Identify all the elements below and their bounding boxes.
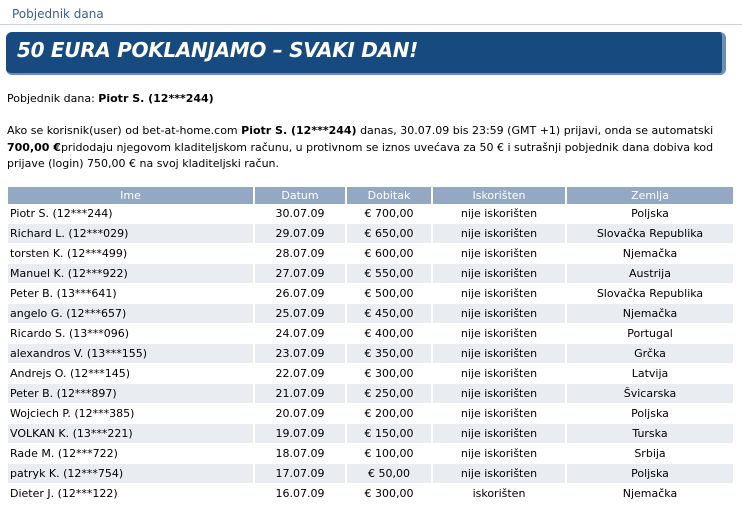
amount-cell: € 700,00 [346, 204, 432, 224]
amount-cell: € 200,00 [346, 404, 432, 424]
amount-cell: € 150,00 [346, 424, 432, 444]
column-header-name: Ime [8, 187, 254, 204]
date-cell: 21.07.09 [254, 384, 346, 404]
table-row [8, 364, 734, 384]
country-cell: Latvija [566, 364, 734, 384]
status-cell: nije iskorišten [432, 324, 566, 344]
amount-cell: € 600,00 [346, 244, 432, 264]
promo-banner [6, 32, 726, 75]
status-cell: nije iskorišten [432, 264, 566, 284]
winner-name-cell: Dieter J. (12***122) [8, 484, 254, 504]
column-header-date: Datum [254, 187, 346, 204]
date-cell: 20.07.09 [254, 404, 346, 424]
column-header-amount: Dobitak [346, 187, 432, 204]
status-cell: nije iskorišten [432, 424, 566, 444]
table-row [8, 224, 734, 244]
winner-name-cell: torsten K. (12***499) [8, 244, 254, 264]
winner-name-cell: Richard L. (12***029) [8, 224, 254, 244]
amount-cell: € 400,00 [346, 324, 432, 344]
country-cell: Poljska [566, 204, 734, 224]
country-cell: Turska [566, 424, 734, 444]
table-row [8, 424, 734, 444]
table-row [8, 204, 734, 224]
country-cell: Srbija [566, 444, 734, 464]
winners-table [8, 187, 735, 504]
winner-name-cell: angelo G. (12***657) [8, 304, 254, 324]
table-header-row [8, 187, 734, 204]
winners-table-body [8, 204, 734, 504]
country-cell: Austrija [566, 264, 734, 284]
date-cell: 28.07.09 [254, 244, 346, 264]
country-cell: Njemačka [566, 244, 734, 264]
status-cell: nije iskorišten [432, 444, 566, 464]
amount-cell: € 500,00 [346, 284, 432, 304]
winner-name-cell: Peter B. (13***641) [8, 284, 254, 304]
winner-name-cell: Peter B. (12***897) [8, 384, 254, 404]
info-amount: 700,00 € [7, 140, 61, 154]
table-row [8, 404, 734, 424]
amount-cell: € 50,00 [346, 464, 432, 484]
winner-name-cell: patryk K. (12***754) [8, 464, 254, 484]
table-row [8, 444, 734, 464]
country-cell: Portugal [566, 324, 734, 344]
date-cell: 24.07.09 [254, 324, 346, 344]
winner-name: Piotr S. (12***244) [98, 92, 214, 105]
country-cell: Švicarska [566, 384, 734, 404]
amount-cell: € 650,00 [346, 224, 432, 244]
column-header-country: Zemlja [566, 187, 734, 204]
status-cell: nije iskorišten [432, 464, 566, 484]
date-cell: 17.07.09 [254, 464, 346, 484]
table-row [8, 244, 734, 264]
status-cell: nije iskorišten [432, 304, 566, 324]
status-cell: nije iskorišten [432, 404, 566, 424]
country-cell: Slovačka Republika [566, 284, 734, 304]
amount-cell: € 550,00 [346, 264, 432, 284]
status-cell: nije iskorišten [432, 204, 566, 224]
date-cell: 23.07.09 [254, 344, 346, 364]
date-cell: 29.07.09 [254, 224, 346, 244]
status-cell: nije iskorišten [432, 284, 566, 304]
winner-name-cell: Piotr S. (12***244) [8, 204, 254, 224]
amount-cell: € 300,00 [346, 364, 432, 384]
table-row [8, 264, 734, 284]
info-text-3: pridodaju njegovom kladiteljskom računu, u protivnom se iznos uvećava za 50 € i sutrašnji pobjednik dana dobiva kod prijave (login) 750,00 € na svoj kladiteljski račun. [7, 140, 714, 170]
status-cell: nije iskorišten [432, 344, 566, 364]
amount-cell: € 250,00 [346, 384, 432, 404]
date-cell: 22.07.09 [254, 364, 346, 384]
winner-name-cell: Ricardo S. (13***096) [8, 324, 254, 344]
status-cell: iskorišten [432, 484, 566, 504]
info-winner-name: Piotr S. (12***244) [241, 124, 357, 137]
winner-of-day-line [7, 92, 214, 105]
amount-cell: € 100,00 [346, 444, 432, 464]
table-row [8, 284, 734, 304]
status-cell: nije iskorišten [432, 364, 566, 384]
winner-label: Pobjednik dana: [7, 92, 95, 105]
status-cell: nije iskorišten [432, 224, 566, 244]
date-cell: 26.07.09 [254, 284, 346, 304]
winner-name-cell: Wojciech P. (12***385) [8, 404, 254, 424]
country-cell: Njemačka [566, 304, 734, 324]
table-row [8, 344, 734, 364]
amount-cell: € 450,00 [346, 304, 432, 324]
winner-name-cell: Rade M. (12***722) [8, 444, 254, 464]
table-row [8, 484, 734, 504]
date-cell: 16.07.09 [254, 484, 346, 504]
heading-divider [0, 24, 742, 25]
date-cell: 30.07.09 [254, 204, 346, 224]
column-header-status: Iskorišten [432, 187, 566, 204]
amount-cell: € 300,00 [346, 484, 432, 504]
country-cell: Poljska [566, 464, 734, 484]
status-cell: nije iskorišten [432, 244, 566, 264]
table-row [8, 464, 734, 484]
winner-name-cell: alexandros V. (13***155) [8, 344, 254, 364]
country-cell: Grčka [566, 344, 734, 364]
date-cell: 18.07.09 [254, 444, 346, 464]
date-cell: 25.07.09 [254, 304, 346, 324]
winner-name-cell: Manuel K. (12***922) [8, 264, 254, 284]
promo-banner-text: 50 EURA POKLANJAMO – SVAKI DAN! [17, 38, 418, 62]
date-cell: 27.07.09 [254, 264, 346, 284]
info-paragraph [7, 123, 737, 173]
country-cell: Poljska [566, 404, 734, 424]
date-cell: 19.07.09 [254, 424, 346, 444]
table-row [8, 304, 734, 324]
table-row [8, 384, 734, 404]
country-cell: Njemačka [566, 484, 734, 504]
amount-cell: € 350,00 [346, 344, 432, 364]
page-title: Pobjednik dana [12, 7, 104, 21]
country-cell: Slovačka Republika [566, 224, 734, 244]
winner-name-cell: VOLKAN K. (13***221) [8, 424, 254, 444]
info-text-1: Ako se korisnik(user) od bet-at-home.com [7, 124, 242, 137]
winner-name-cell: Andrejs O. (12***145) [8, 364, 254, 384]
info-text-2: danas, 30.07.09 bis 23:59 (GMT +1) prijavi, onda se automatski [356, 124, 714, 137]
status-cell: nije iskorišten [432, 384, 566, 404]
table-row [8, 324, 734, 344]
